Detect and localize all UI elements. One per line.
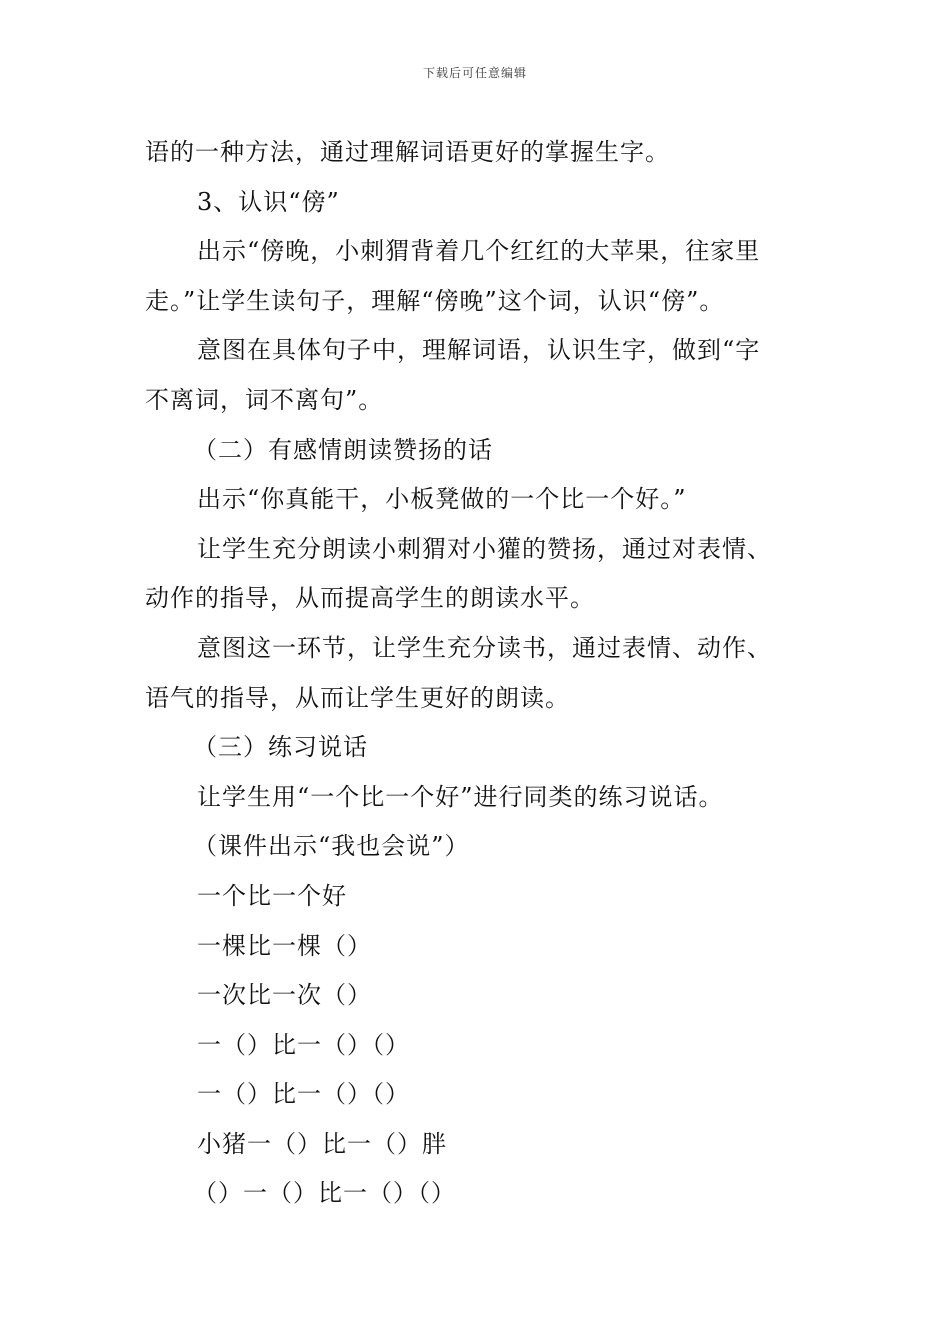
paragraph-line: 语气的指导，从而让学生更好的朗读。	[145, 683, 570, 712]
paragraph-line: 不离词，词不离句”。	[145, 385, 384, 414]
section-heading: （三）练习说话	[193, 733, 368, 762]
section-heading: （二）有感情朗读赞扬的话	[193, 435, 493, 464]
exercise-line: （）一（）比一（）（）	[193, 1179, 456, 1208]
paragraph-line: 让学生充分朗读小刺猬对小獾的赞扬，通过对表情、	[197, 534, 772, 563]
paragraph-line: 让学生用“一个比一个好”进行同类的练习说话。	[197, 782, 724, 811]
exercise-line: 一个比一个好	[197, 881, 347, 910]
exercise-line: 一（）比一（）（）	[197, 1080, 410, 1109]
paragraph-line: 意图这一环节，让学生充分读书，通过表情、动作、	[197, 633, 772, 662]
exercise-line: 一（）比一（）（）	[197, 1030, 410, 1059]
paragraph-line: 出示“你真能干，小板凳做的一个比一个好。”	[197, 485, 687, 514]
paragraph-line: 出示“傍晚，小刺猬背着几个红红的大苹果，往家里	[197, 237, 761, 266]
document-body	[145, 128, 810, 1219]
page-header: 下载后可任意编辑	[422, 66, 527, 80]
exercise-line: 一棵比一棵（）	[197, 931, 372, 960]
exercise-line: 一次比一次（）	[197, 981, 372, 1010]
paragraph-line: 意图在具体句子中，理解词语，认识生字，做到“字	[197, 336, 761, 365]
paragraph-line: 动作的指导，从而提高学生的朗读水平。	[145, 584, 595, 613]
paragraph-line: （课件出示“我也会说”）	[193, 832, 470, 861]
paragraph-line: 语的一种方法，通过理解词语更好的掌握生字。	[145, 138, 670, 166]
paragraph-line: 走。”让学生读句子，理解“傍晚”这个词，认识“傍”。	[145, 286, 725, 315]
exercise-line: 小猪一（）比一（）胖	[197, 1129, 447, 1158]
section-heading: 3、认识“傍”	[197, 187, 340, 216]
